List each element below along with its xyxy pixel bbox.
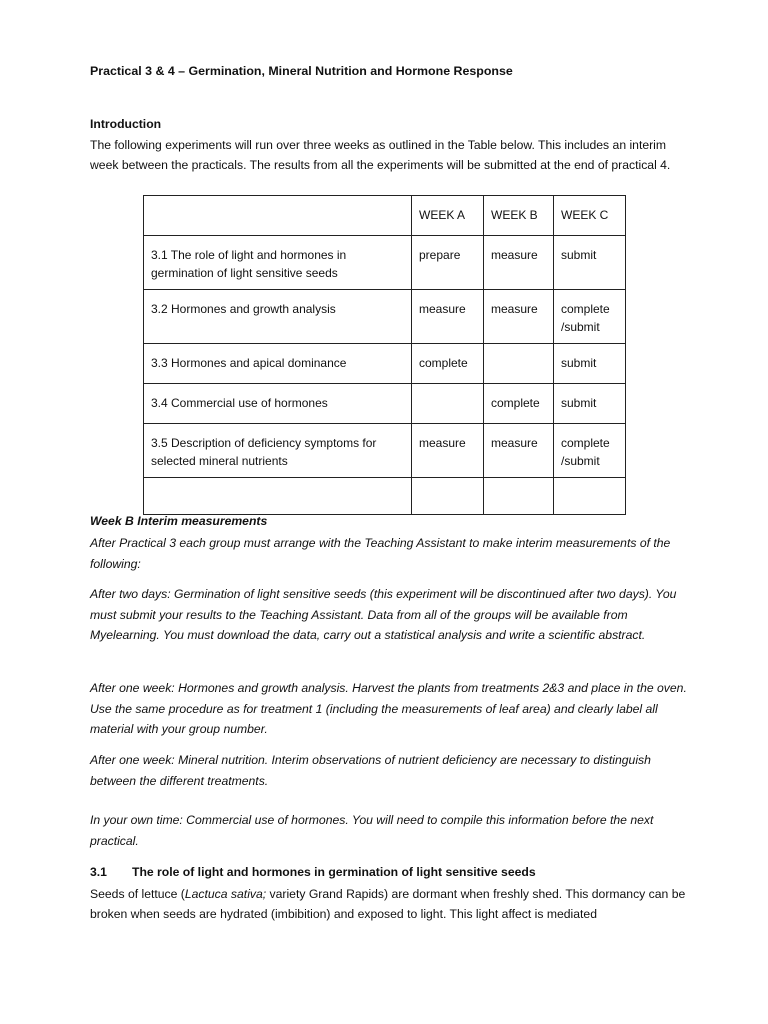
one-week-growth-paragraph: After one week: Hormones and growth analysis. Harvest the plants from treatments 2&3 and place in the oven. Use the same procedure as for treatment 1 (including the measurements of leaf area) and clearly label all material with your group number. [90,681,687,736]
table-header-cell: WEEK A [412,196,484,236]
table-cell: prepare [412,236,484,290]
table-cell: measure [484,236,554,290]
section-paragraph [90,884,690,924]
table-cell: 3.3 Hormones and apical dominance [144,344,412,384]
table-row [144,424,626,478]
table-cell: 3.4 Commercial use of hormones [144,384,412,424]
table-cell: measure [484,424,554,478]
own-time-paragraph: In your own time: Commercial use of hormones. You will need to compile this information before the next practical. [90,813,654,848]
table-cell: measure [412,424,484,478]
section-heading [90,865,536,879]
table-cell [484,344,554,384]
table-cell [144,478,412,515]
table-cell: 3.5 Description of deficiency symptoms for selected mineral nutrients [144,424,412,478]
week-b-intro: After Practical 3 each group must arrange with the Teaching Assistant to make interim measurements of the following: [90,536,671,571]
table-header-cell: WEEK B [484,196,554,236]
table-cell: complete /submit [554,290,626,344]
table-header-cell: WEEK C [554,196,626,236]
one-week-mineral-paragraph: After one week: Mineral nutrition. Interim observations of nutrient deficiency are necessary to distinguish between the different treatments. [90,753,651,788]
table-cell: measure [412,290,484,344]
section-title: The role of light and hormones in germination of light sensitive seeds [132,865,536,879]
page-title: Practical 3 & 4 – Germination, Mineral Nutrition and Hormone Response [90,64,513,78]
table-cell: 3.2 Hormones and growth analysis [144,290,412,344]
table-row [144,236,626,290]
table-header-cell [144,196,412,236]
table-cell: submit [554,344,626,384]
table-cell [412,384,484,424]
table-cell: 3.1 The role of light and hormones in germination of light sensitive seeds [144,236,412,290]
table-cell [412,478,484,515]
week-b-heading: Week B Interim measurements [90,514,268,528]
intro-heading: Introduction [90,117,162,131]
section-text-part: ) are dormant when freshly shed. This dormancy can be broken when seeds are hydrated (imbibition) and exposed to light. This light affect is mediated [90,887,686,921]
section-number: 3.1 [90,865,107,879]
species-name: Lactuca sativa; [184,887,267,901]
table-cell: measure [484,290,554,344]
table-header-row [144,196,626,236]
section-text-part: Seeds of lettuce ( [90,887,185,901]
table-row [144,384,626,424]
section-text-part: variety [266,887,309,901]
table-row [144,344,626,384]
variety-name: Grand Rapids [308,887,385,901]
table-row-empty [144,478,626,515]
table-cell: complete /submit [554,424,626,478]
table-cell: complete [412,344,484,384]
table-cell: complete [484,384,554,424]
table-cell [554,478,626,515]
table-cell: submit [554,384,626,424]
table-row [144,290,626,344]
table-cell: submit [554,236,626,290]
intro-paragraph: The following experiments will run over three weeks as outlined in the Table below. This includes an interim week between the practicals. The results from all the experiments will be submitted at the end of practical 4. [90,138,671,172]
schedule-table [143,195,626,515]
two-days-paragraph: After two days: Germination of light sensitive seeds (this experiment will be discontinued after two days). You must submit your results to the Teaching Assistant. Data from all of the groups will be available from Myelearning. You must download the data, carry out a statistical analysis and write a scientific abstract. [90,587,677,642]
table-cell [484,478,554,515]
